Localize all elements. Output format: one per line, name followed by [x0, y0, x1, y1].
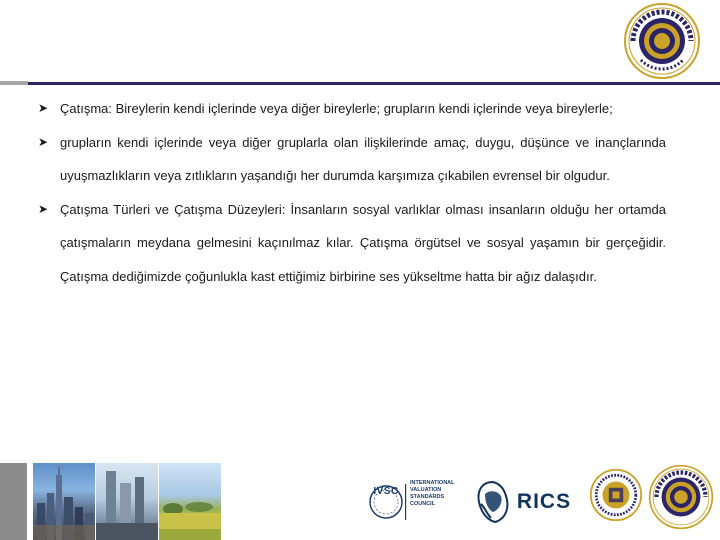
- landscape-illustration: [159, 463, 221, 540]
- lion-emblem-icon: [473, 478, 513, 526]
- university-seal-small-icon: [648, 464, 714, 530]
- ivsc-short-label: IVSC: [373, 486, 399, 497]
- footer-accent-bar: [0, 463, 27, 540]
- header-rule: [28, 82, 720, 85]
- arrow-bullet-icon: ➤: [38, 101, 49, 115]
- rics-label: RICS: [516, 489, 572, 513]
- towers-photo: [96, 463, 158, 540]
- field-landscape-photo: [159, 463, 221, 540]
- bullet-item: [38, 92, 666, 126]
- bullet-text: Çatışma: Bireylerin kendi içlerinde veya diğer bireylerle; grupların kendi içlerinde veya bireylerle;: [60, 101, 613, 116]
- towers-illustration: [96, 463, 158, 540]
- city-skyline-photo: [33, 463, 95, 540]
- skyline-illustration: [33, 463, 95, 540]
- ivsc-name-line: STANDARDS: [410, 494, 445, 500]
- gold-seal-icon: [589, 468, 643, 522]
- header-rule-accent: [0, 81, 28, 85]
- arrow-bullet-icon: ➤: [38, 134, 49, 149]
- bullet-text: Çatışma Türleri ve Çatışma Düzeyleri: İnsanların sosyal varlıklar olması insanların olduğu her ortamda çatışmaların meydana gelmesini kaçınılmaz kılar. Çatışma örgütsel ve sosyal yaşamın bir gerçeğidir. Çatışma dediğimizde çoğunlukla kast ettiğimiz birbirine ses yükseltme hatta bir ağız dalaşıdır.: [60, 201, 666, 284]
- university-seal-icon: [623, 2, 701, 80]
- bullet-text: grupların kendi içlerinde veya diğer gruplarla olan ilişkilerinde amaç, duygu, düşünce ve inançlarında uyuşmazlıkların veya zıtlıkların yaşandığı her durumda karşımıza çıkabilen evrensel bir olgudur.: [60, 134, 666, 183]
- bullet-item: [38, 193, 666, 294]
- bullet-list: [38, 92, 666, 293]
- bullet-item: [38, 126, 666, 193]
- ivsc-name-line: VALUATION: [410, 487, 442, 493]
- ivsc-full-name: [410, 480, 460, 508]
- rics-logo: [466, 463, 578, 540]
- ivsc-name-line: COUNCIL: [410, 501, 436, 507]
- ivsc-name-line: INTERNATIONAL: [410, 480, 455, 486]
- arrow-bullet-icon: ➤: [38, 201, 49, 216]
